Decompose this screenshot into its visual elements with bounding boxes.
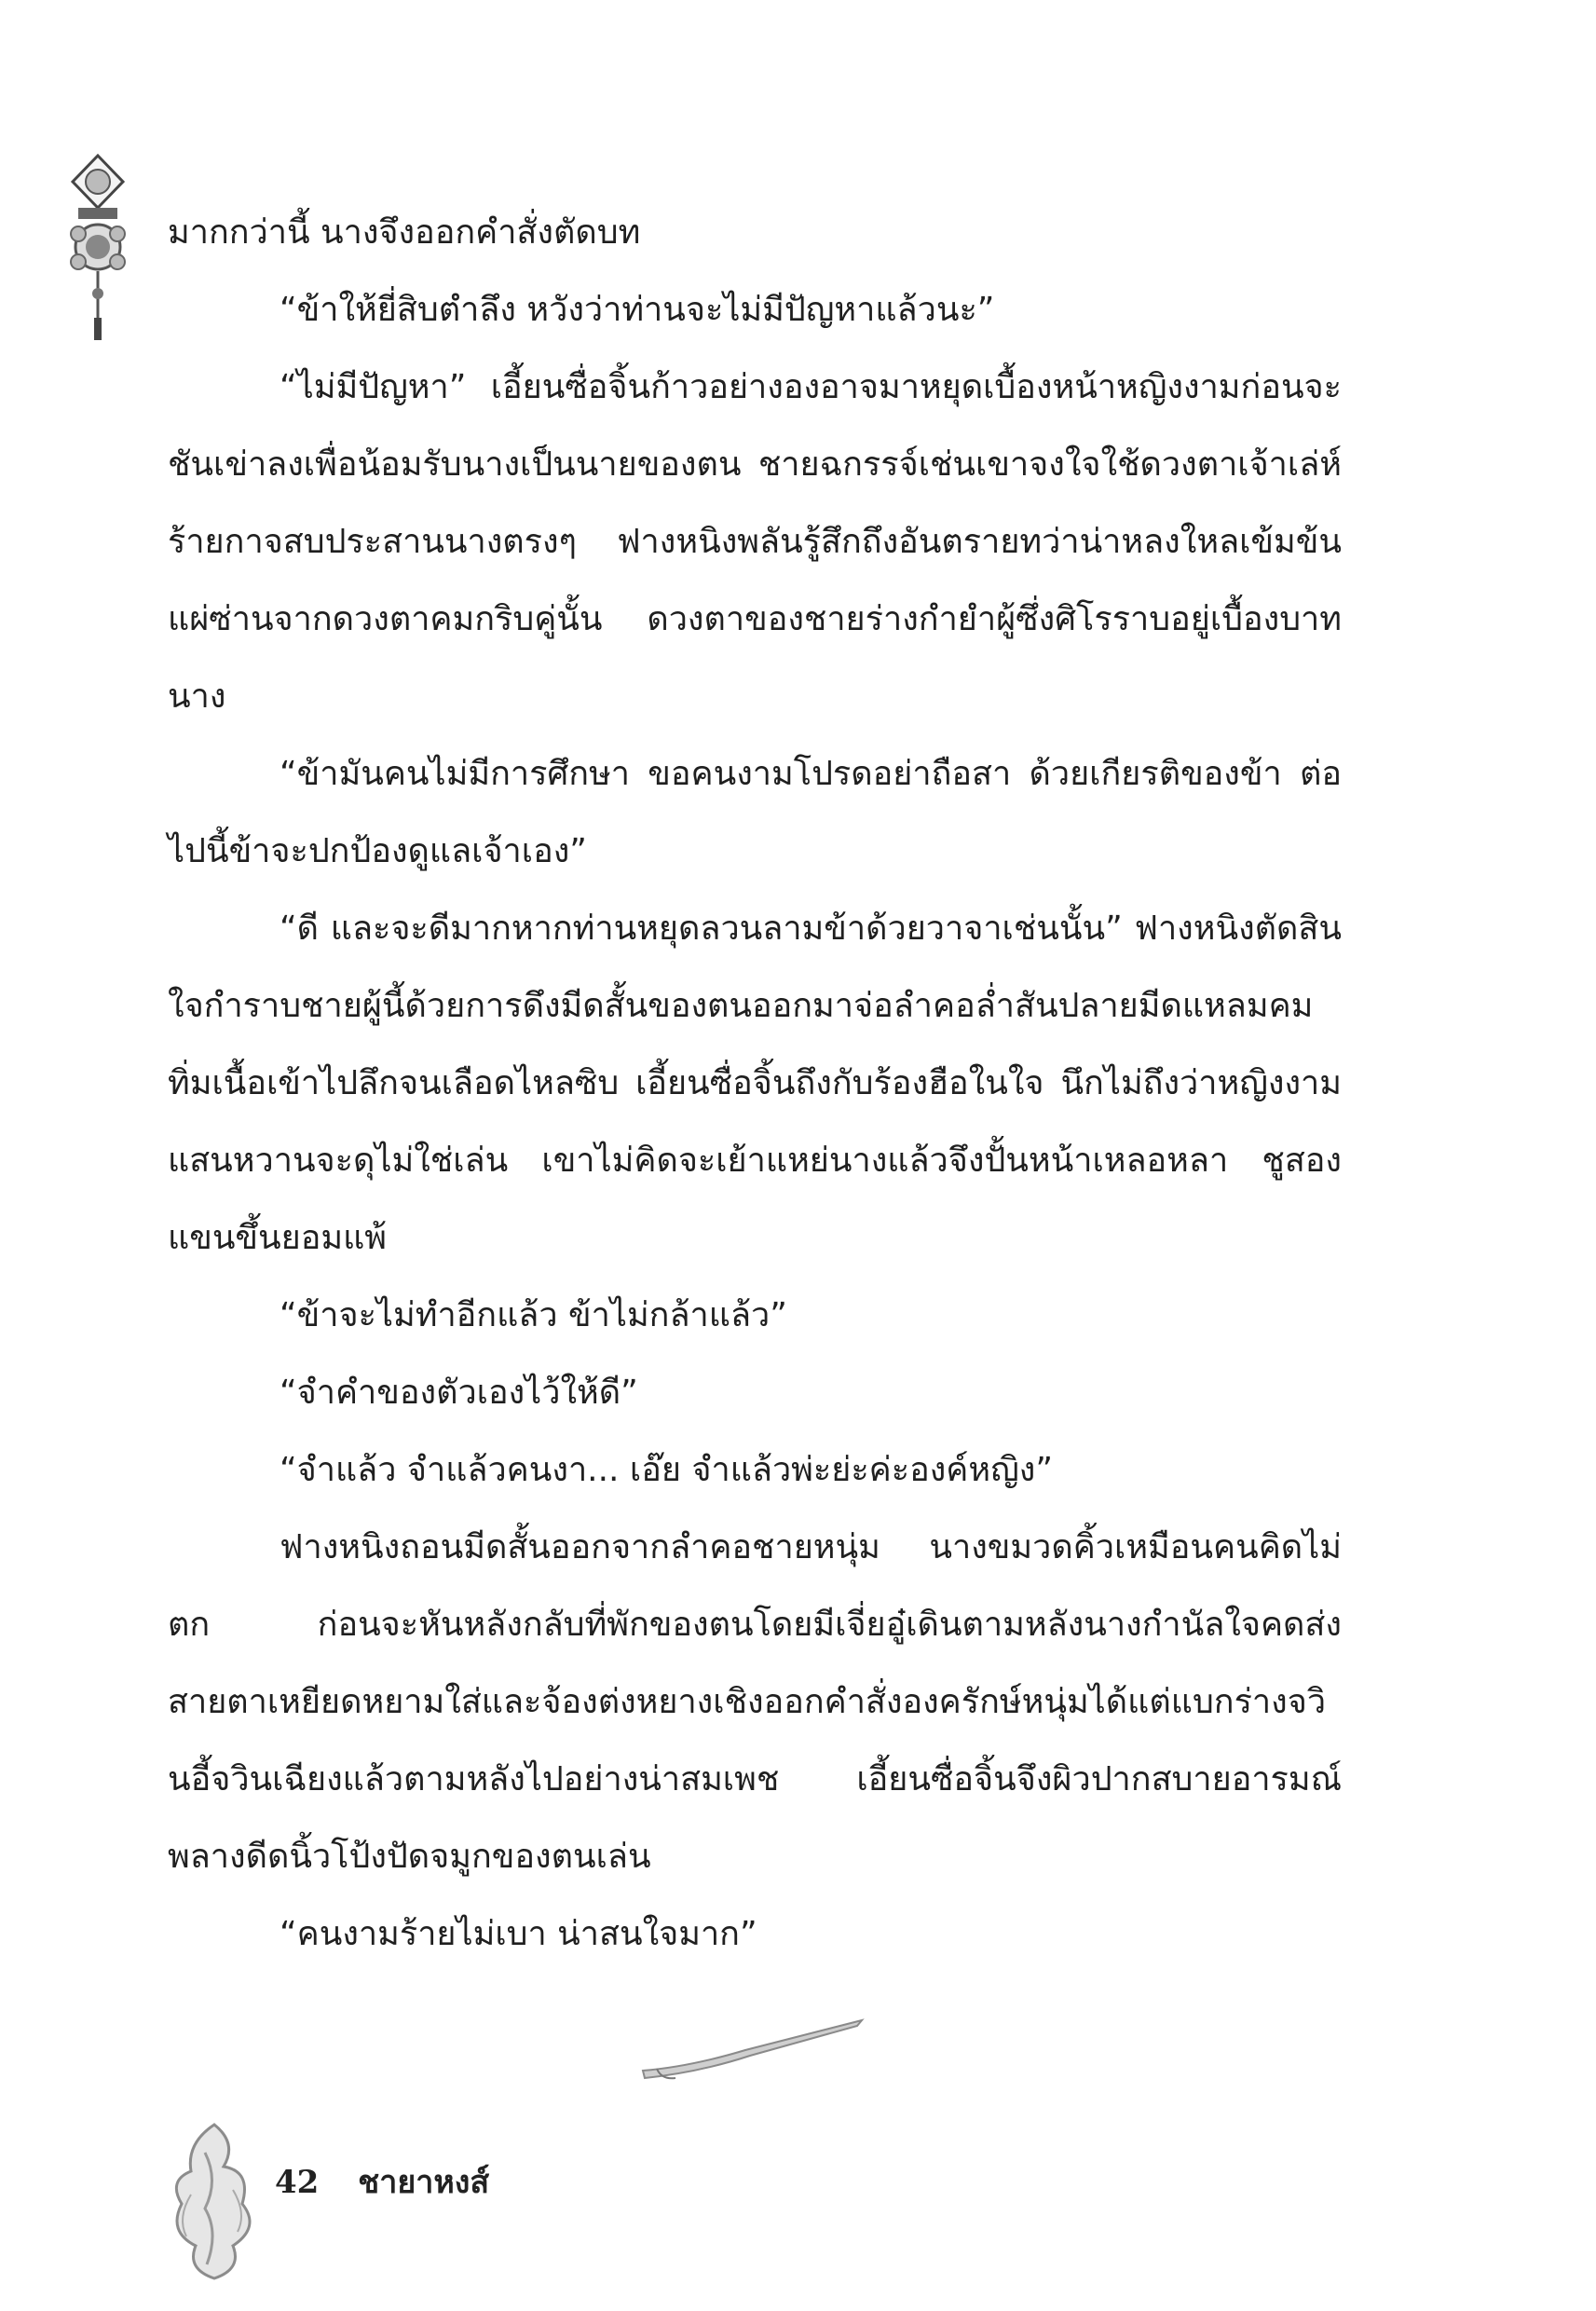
paragraph: “จำคำของตัวเองไว้ให้ดี” <box>280 1374 638 1412</box>
phoenix-icon <box>149 2115 270 2283</box>
ornament-emblem-icon <box>65 154 130 349</box>
paragraph: “จำแล้ว จำแล้วคนงา... เอ๊ย จำแล้วพ่ะย่ะค่ะองค์หญิง” <box>280 1451 1054 1489</box>
body-text <box>168 194 1342 1973</box>
paragraph: “ดี และจะดีมากหากท่านหยุดลวนลามข้าด้วยวาจาเช่นนั้น” ฟางหนิงตัดสินใจกำราบชายผู้นี้ด้วยการดึงมีดสั้นของตนออกมาจ่อลำคอล่ำสันปลายมีดแหลมคมทิ่มเนื้อเข้าไปลึกจนเลือดไหลซิบ เอี้ยนซื่อจิ้นถึงกับร้องฮือในใจ นึกไม่ถึงว่าหญิงงามแสนหวานจะดุไม่ใช่เล่น เขาไม่คิดจะเย้าแหย่นางแล้วจึงปั้นหน้าเหลอหลา ชูสองแขนขึ้นยอมแพ้ <box>168 909 1342 1257</box>
page-number: 42 <box>275 2164 320 2201</box>
paragraph: “ข้ามันคนไม่มีการศึกษา ขอคนงามโปรดอย่าถือสา ด้วยเกียรติของข้า ต่อไปนี้ข้าจะปกป้องดูแลเจ้าเอง” <box>168 755 1342 870</box>
page-footer <box>275 2156 489 2207</box>
book-title: ชายาหงส์ <box>358 2164 490 2201</box>
paragraph: “ไม่มีปัญหา” เอี้ยนซื่อจิ้นก้าวอย่างองอาจมาหยุดเบื้องหน้าหญิงงามก่อนจะชันเข่าลงเพื่อน้อมรับนางเป็นนายของตน ชายฉกรรจ์เช่นเขาจงใจใช้ดวงตาเจ้าเล่ห์ร้ายกาจสบประสานนางตรงๆ ฟางหนิงพลันรู้สึกถึงอันตรายทว่าน่าหลงใหลเข้มข้นแผ่ซ่านจากดวงตาคมกริบคู่นั้น ดวงตาของชายร่างกำยำผู้ซึ่งศิโรราบอยู่เบื้องบาทนาง <box>168 368 1342 716</box>
paragraph: ฟางหนิงถอนมีดสั้นออกจากลำคอชายหนุ่ม นางขมวดคิ้วเหมือนคนคิดไม่ตก ก่อนจะหันหลังกลับที่พักของตนโดยมีเจี่ยอู๋เดินตามหลังนางกำนัลใจคดส่งสายตาเหยียดหยามใส่และจ้องต่งหยางเชิงออกคำสั่งองครักษ์หนุ่มได้แต่แบกร่างจวินอี้จวินเฉียงแล้วตามหลังไปอย่างน่าสมเพช เอี้ยนซื่อจิ้นจึงผิวปากสบายอารมณ์พลางดีดนิ้วโป้งปัดจมูกของตนเล่น <box>168 1528 1342 1876</box>
paragraph: “ข้าจะไม่ทำอีกแล้ว ข้าไม่กล้าแล้ว” <box>280 1296 787 1334</box>
paragraph: มากกว่านี้ นางจึงออกคำสั่งตัดบท <box>168 213 641 252</box>
paragraph: “ข้าให้ยี่สิบตำลึง หวังว่าท่านจะไม่มีปัญหาแล้วนะ” <box>280 291 995 329</box>
sword-divider-icon <box>634 2013 866 2087</box>
paragraph: “คนงามร้ายไม่เบา น่าสนใจมาก” <box>280 1915 757 1953</box>
